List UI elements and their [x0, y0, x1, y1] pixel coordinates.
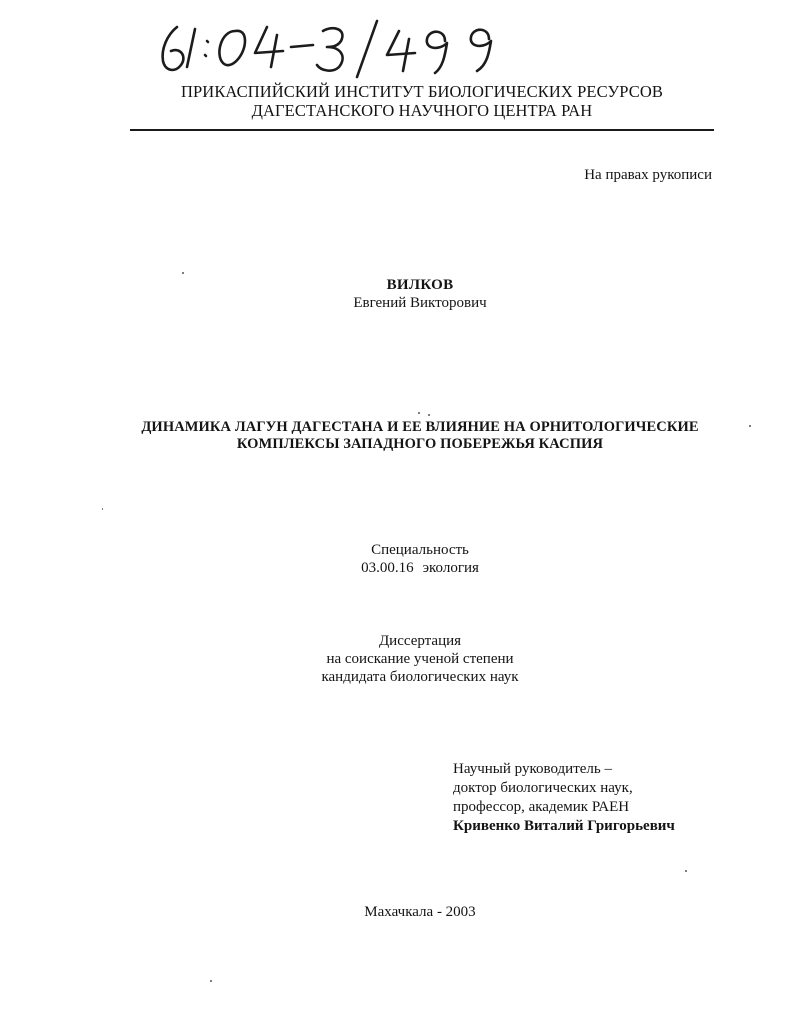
organization-header: [130, 82, 714, 120]
specialty-block: [0, 541, 798, 577]
scan-speck: [418, 412, 420, 414]
supervisor-degree: доктор биологических наук,: [453, 780, 633, 796]
author-surname: ВИЛКОВ: [386, 277, 454, 293]
dissertation-line-3: кандидата биологических наук: [321, 669, 519, 685]
title-line-1: ДИНАМИКА ЛАГУН ДАГЕСТАНА И ЕЕ ВЛИЯНИЕ НА ОРНИТОЛОГИЧЕСКИЕ: [141, 419, 699, 435]
dissertation-line-1: Диссертация: [378, 633, 462, 649]
city-year: Махачкала - 2003: [364, 904, 476, 920]
dissertation-block: [0, 632, 798, 686]
scan-speck: [182, 272, 184, 274]
specialty-line: [0, 559, 798, 577]
dissertation-line-2: на соискание ученой степени: [326, 651, 514, 667]
rights-note: На правах рукописи: [584, 167, 712, 183]
scan-speck: [428, 414, 430, 416]
organization-line-2: ДАГЕСТАНСКОГО НАУЧНОГО ЦЕНТРА РАН: [251, 101, 593, 120]
organization-line-1: ПРИКАСПИЙСКИЙ ИНСТИТУТ БИОЛОГИЧЕСКИХ РЕСУРСОВ: [181, 82, 663, 101]
header-divider: [130, 129, 714, 131]
archive-code-handwriting: [155, 15, 515, 85]
supervisor-title: профессор, академик РАЕН: [453, 799, 630, 815]
specialty-code: 03.00.16: [361, 560, 414, 576]
scan-speck: [749, 425, 751, 427]
specialty-label: Специальность: [371, 542, 469, 558]
scan-speck: [210, 980, 212, 982]
handwritten-archive-code: [155, 15, 515, 85]
scan-speck: [102, 508, 103, 510]
dissertation-title: [120, 419, 720, 453]
supervisor-block: [453, 760, 753, 836]
author-block: [0, 276, 798, 312]
author-given-names: Евгений Викторович: [353, 295, 487, 311]
supervisor-name: Кривенко Виталий Григорьевич: [453, 818, 675, 834]
scan-speck: [685, 870, 687, 872]
title-line-2: КОМПЛЕКСЫ ЗАПАДНОГО ПОБЕРЕЖЬЯ КАСПИЯ: [236, 436, 604, 452]
specialty-name: экология: [422, 560, 479, 576]
supervisor-role: Научный руководитель –: [453, 761, 612, 777]
